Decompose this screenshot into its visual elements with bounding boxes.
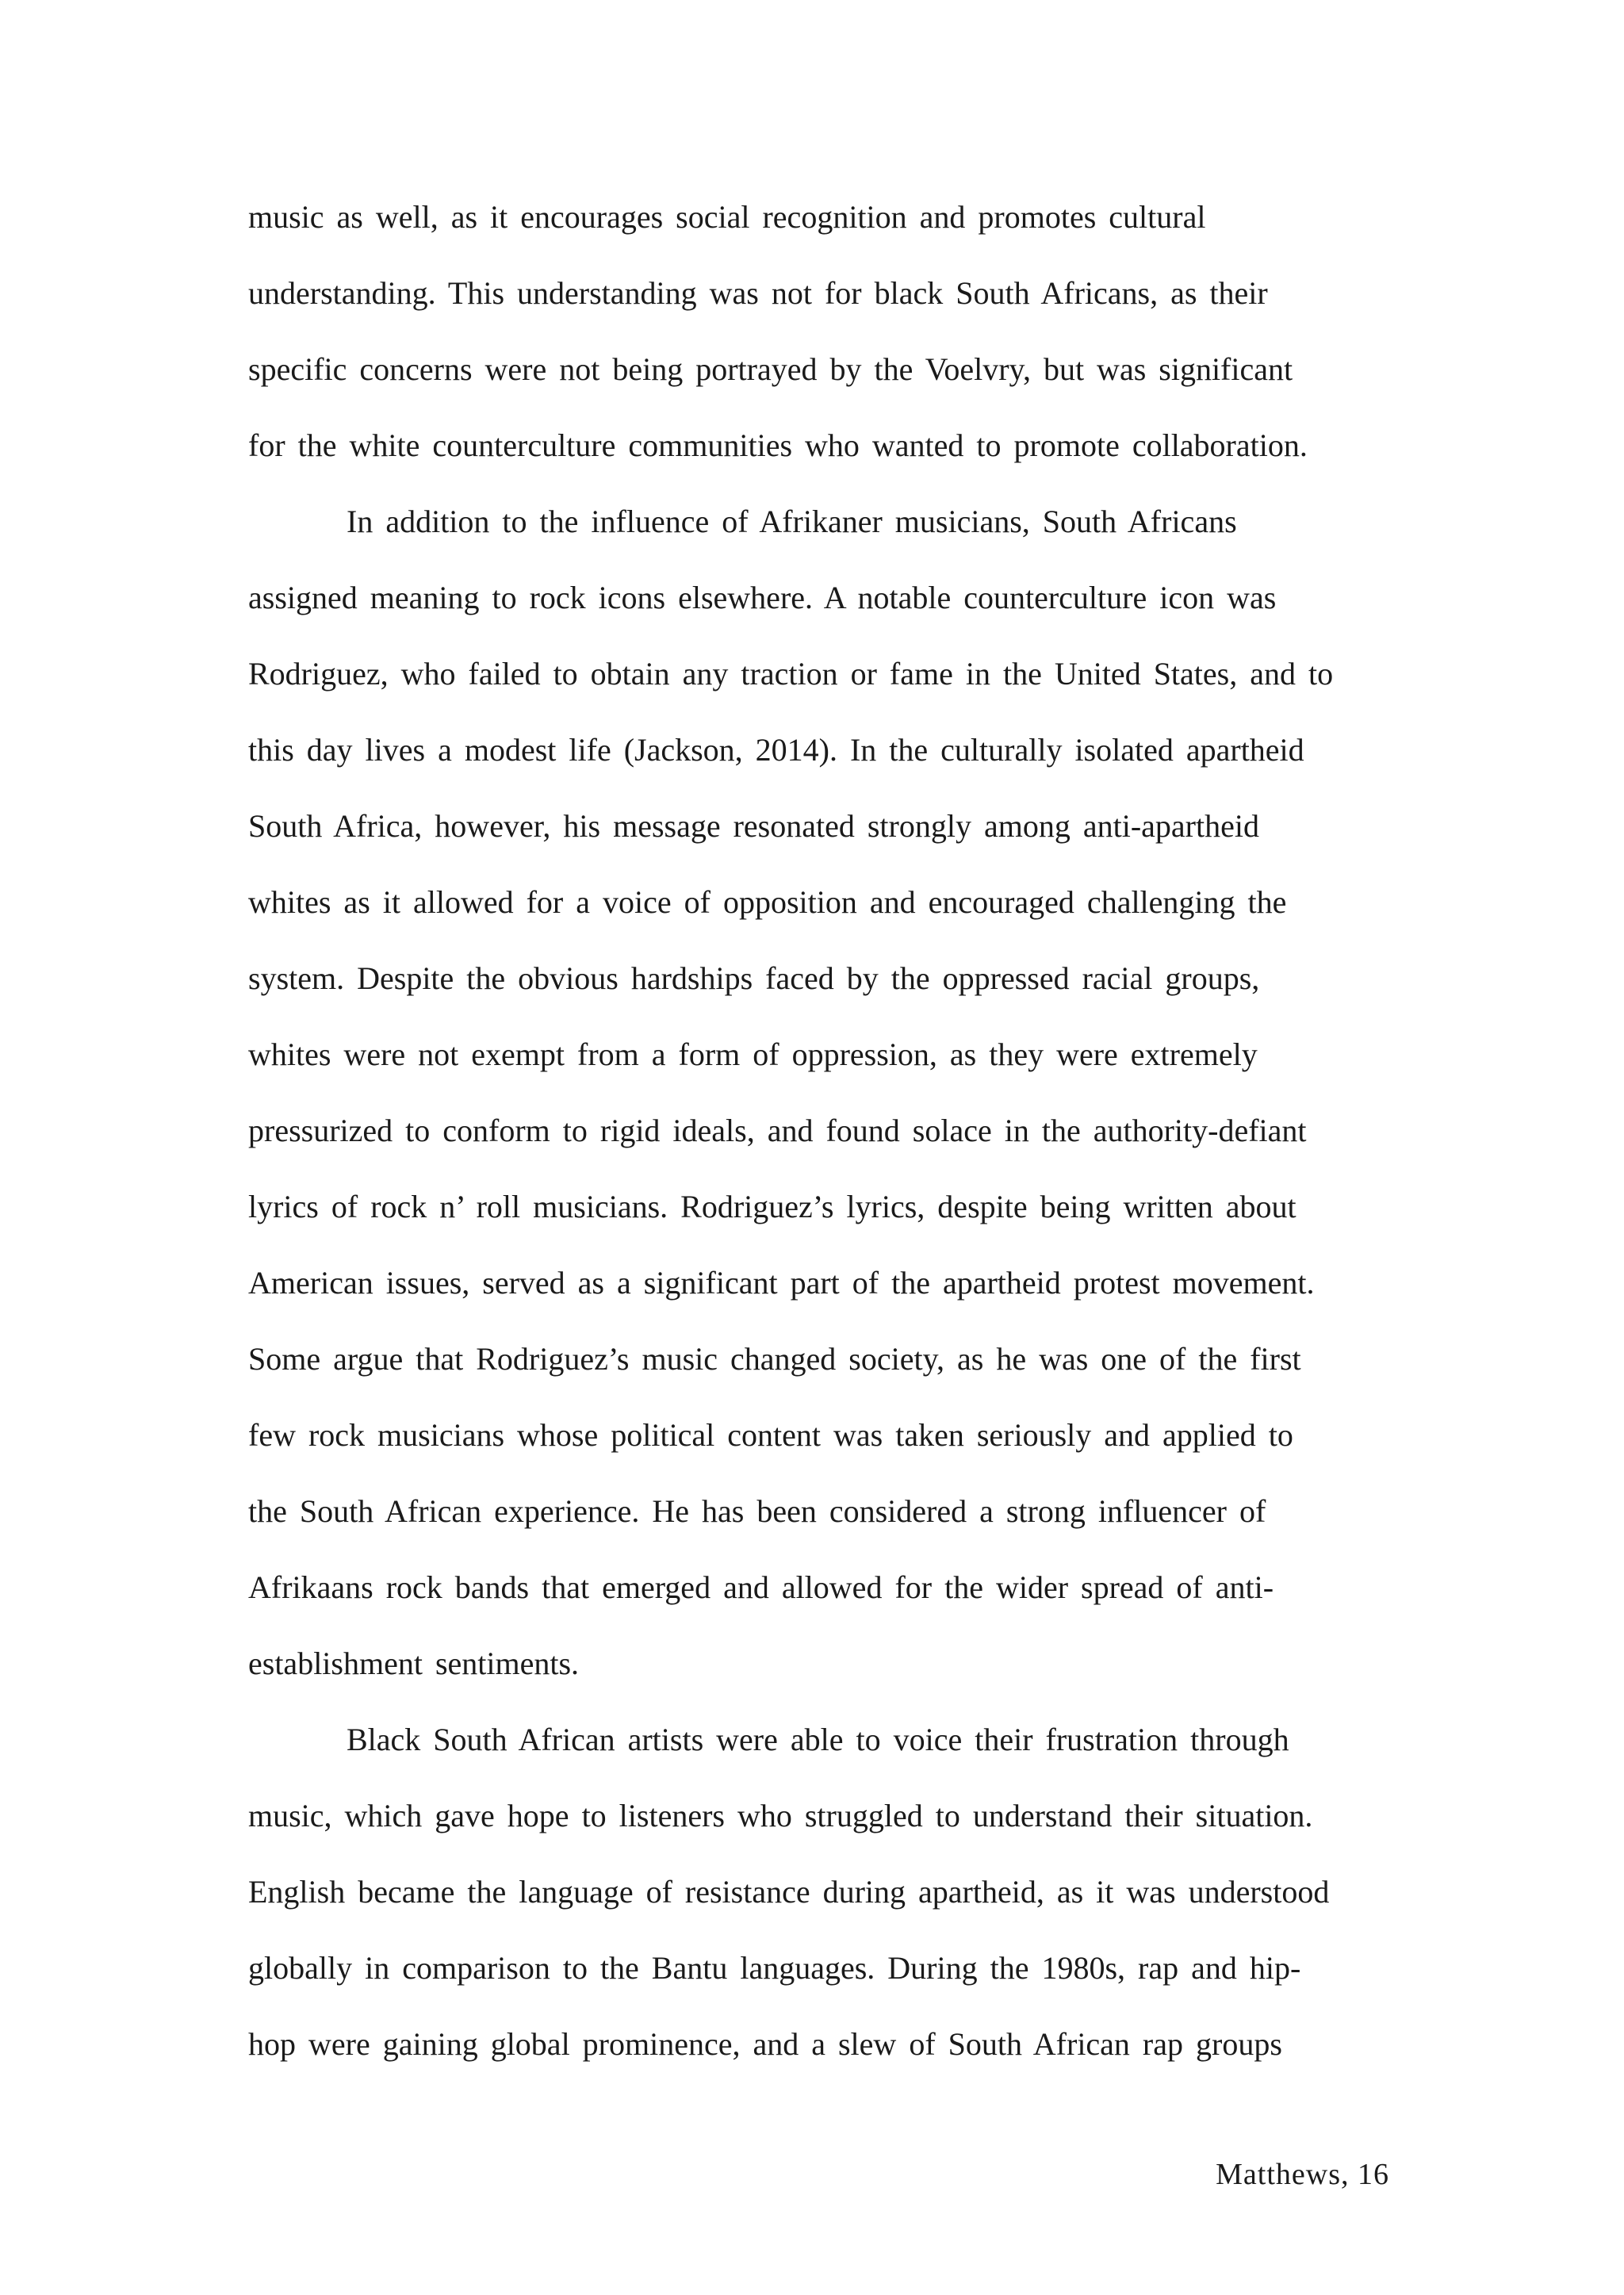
text-line: for the white counterculture communities who wanted to promote collaboration.: [248, 427, 1308, 463]
text-line: this day lives a modest life (Jackson, 2014). In the culturally isolated apartheid: [248, 732, 1304, 768]
text-line: whites as it allowed for a voice of opposition and encouraged challenging the: [248, 884, 1287, 920]
text-line: Rodriguez, who failed to obtain any traction or fame in the United States, and to: [248, 656, 1334, 692]
text-line: English became the language of resistance during apartheid, as it was understood: [248, 1874, 1330, 1910]
text-line: hop were gaining global prominence, and a slew of South African rap groups: [248, 2026, 1282, 2062]
page-number: Matthews, 16: [1216, 2158, 1389, 2191]
text-line: specific concerns were not being portrayed by the Voelvry, but was significant: [248, 351, 1293, 387]
text-line: the South African experience. He has been considered a strong influencer of: [248, 1493, 1266, 1529]
text-line: South Africa, however, his message resonated strongly among anti-apartheid: [248, 808, 1259, 844]
text-line: few rock musicians whose political content was taken seriously and applied to: [248, 1417, 1293, 1453]
text-line: Afrikaans rock bands that emerged and allowed for the wider spread of anti-: [248, 1569, 1274, 1605]
text-line: Some argue that Rodriguez’s music changed society, as he was one of the first: [248, 1341, 1301, 1377]
paragraph-first-line: Black South African artists were able to voice their frustration through: [347, 1722, 1289, 1757]
text-line: establishment sentiments.: [248, 1646, 580, 1681]
text-line: system. Despite the obvious hardships faced by the oppressed racial groups,: [248, 960, 1260, 996]
text-line: music, which gave hope to listeners who struggled to understand their situation.: [248, 1798, 1313, 1833]
text-line: whites were not exempt from a form of oppression, as they were extremely: [248, 1036, 1258, 1072]
text-line: lyrics of rock n’ roll musicians. Rodriguez’s lyrics, despite being written about: [248, 1189, 1297, 1224]
text-line: American issues, served as a significant part of the apartheid protest movement.: [248, 1265, 1315, 1301]
text-line: globally in comparison to the Bantu languages. During the 1980s, rap and hip-: [248, 1950, 1301, 1986]
text-line: understanding. This understanding was not for black South Africans, as their: [248, 275, 1268, 311]
text-line: assigned meaning to rock icons elsewhere. A notable counterculture icon was: [248, 580, 1277, 615]
text-line: music as well, as it encourages social recognition and promotes cultural: [248, 199, 1206, 235]
paragraph-first-line: In addition to the influence of Afrikaner musicians, South Africans: [347, 504, 1237, 539]
text-line: pressurized to conform to rigid ideals, and found solace in the authority-defiant: [248, 1113, 1307, 1148]
